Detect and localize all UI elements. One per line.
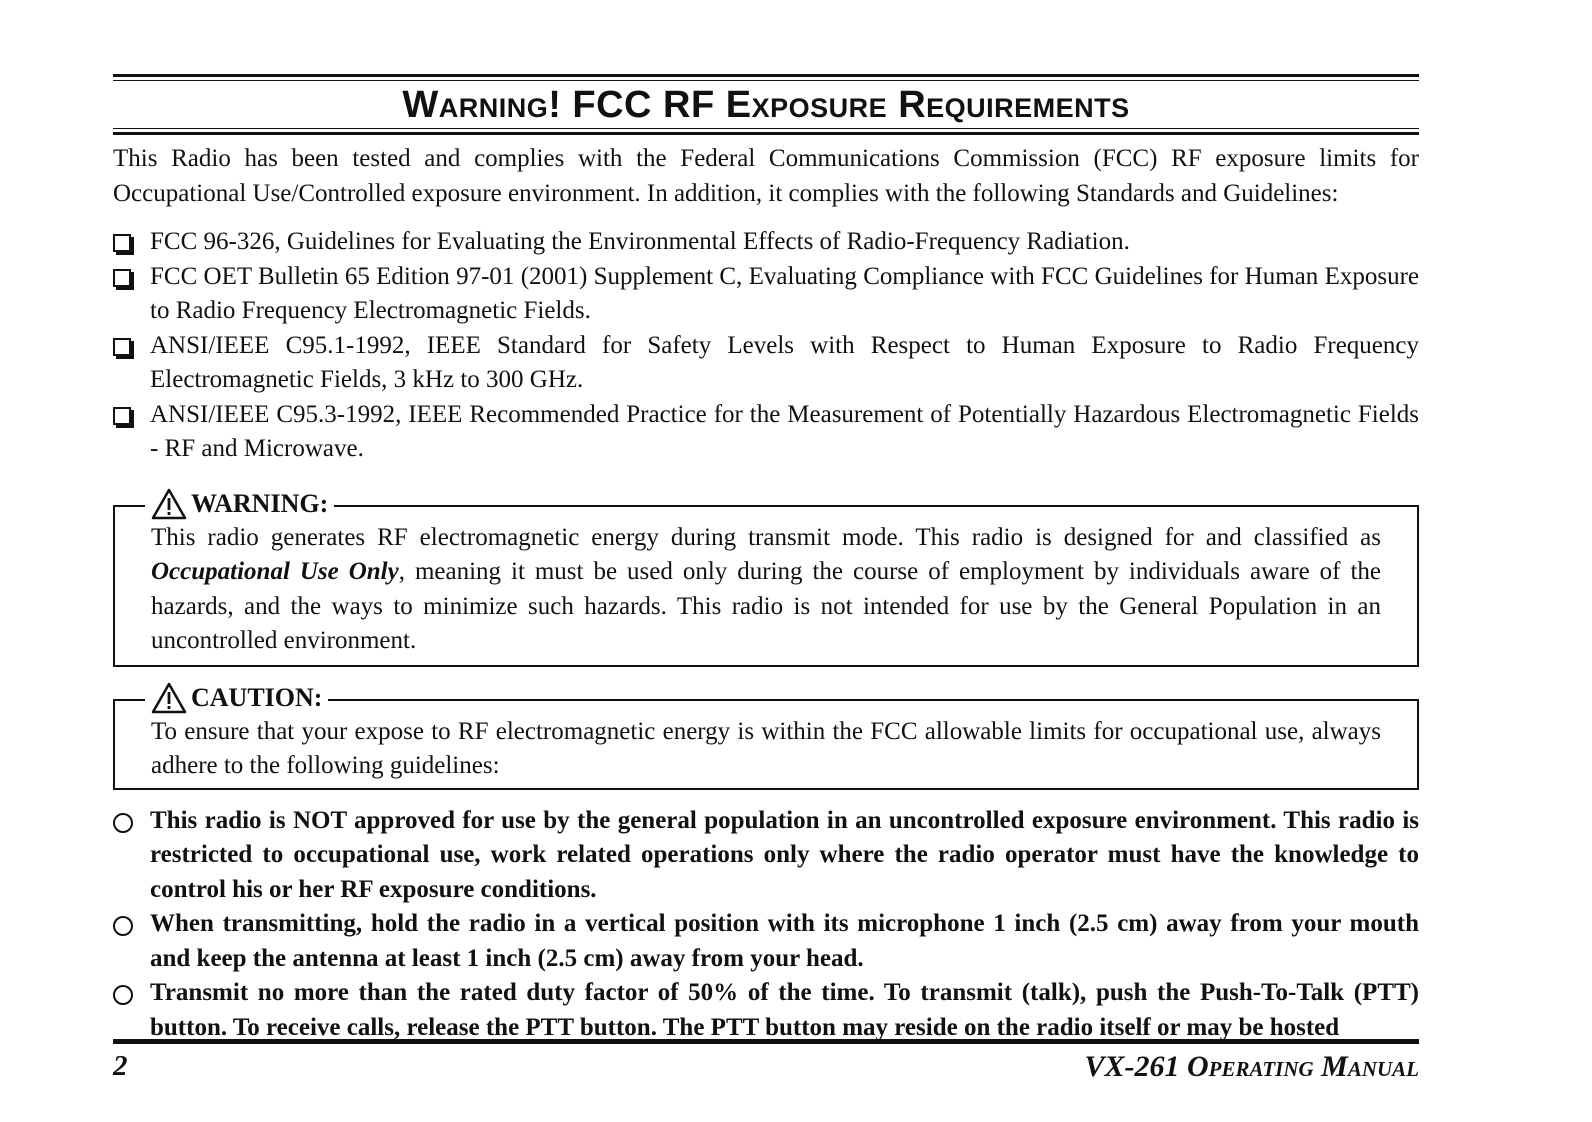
checkbox-bullet-icon — [113, 338, 131, 356]
caution-label: CAUTION: — [191, 682, 323, 712]
page-title: Warning! FCC RF Exposure Requirements — [402, 84, 1130, 126]
circle-bullet-icon — [113, 916, 133, 936]
caution-text: To ensure that your expose to RF electromagnetic energy is within the FCC allowable limits for occupational use, always adhere to the following guidelines: — [151, 717, 1381, 779]
footer-rule — [113, 1039, 1419, 1044]
warning-text-after: , meaning it must be used only during the course of employment by individuals aware of the hazards, and the ways to minimize such hazards. This radio is not intended for use by the General Population in an uncontrolled environment. — [151, 558, 1381, 654]
standards-list — [113, 225, 1419, 467]
page-number: 2 — [113, 1050, 128, 1082]
warning-text-before: This radio generates RF electromagnetic energy during transmit mode. This radio is designed for and classified as — [151, 523, 1381, 551]
title-rule-top — [113, 74, 1419, 77]
guideline-text: When transmitting, hold the radio in a vertical position with its microphone 1 inch (2.5 cm) away from your mouth and keep the antenna at least 1 inch (2.5 cm) away from your head. — [150, 910, 1419, 972]
warning-legend — [145, 486, 334, 522]
circle-bullet-icon — [113, 985, 133, 1005]
title-block — [113, 74, 1419, 135]
checkbox-bullet-icon — [113, 269, 131, 287]
standard-text: FCC 96-326, Guidelines for Evaluating the Environmental Effects of Radio-Frequency Radiation. — [150, 228, 1130, 255]
standard-item — [113, 398, 1419, 467]
warning-box — [113, 488, 1419, 667]
guideline-item — [113, 804, 1419, 908]
standard-item — [113, 329, 1419, 398]
circle-bullet-icon — [113, 813, 133, 833]
manual-page — [113, 74, 1419, 1045]
standard-item — [113, 260, 1419, 329]
intro-paragraph: This Radio has been tested and complies with the Federal Communications Commission (FCC) RF exposure limits for Occupational Use/Controlled exposure environment. In addition, it complies with the following Standards and Guidelines: — [113, 145, 1419, 207]
guideline-text: This radio is NOT approved for use by the general population in an uncontrolled exposure environment. This radio is restricted to occupational use, work related operations only where the radio operator must have the knowledge to control his or her RF exposure conditions. — [150, 806, 1419, 903]
guideline-item — [113, 907, 1419, 976]
guidelines-list — [113, 804, 1419, 1046]
caution-box — [113, 682, 1419, 790]
title-rule-top-thin — [113, 80, 1419, 81]
caution-triangle-icon — [151, 682, 187, 714]
title-rule-bottom — [113, 132, 1419, 135]
warning-emphasis: Occupational Use Only — [151, 558, 399, 585]
standard-text: ANSI/IEEE C95.3-1992, IEEE Recommended Practice for the Measurement of Potentially Hazardous Electromagnetic Fields - RF and Microwave. — [150, 400, 1419, 462]
warning-label: WARNING: — [191, 488, 329, 518]
warning-triangle-icon — [151, 488, 187, 520]
guideline-text: Transmit no more than the rated duty factor of 50% of the time. To transmit (talk), push the Push-To-Talk (PTT) button. To receive calls, release the PTT button. The PTT button may reside on the radio itself or may be hosted — [150, 979, 1419, 1041]
guideline-item — [113, 976, 1419, 1045]
standard-text: FCC OET Bulletin 65 Edition 97-01 (2001) Supplement C, Evaluating Compliance with FCC Guidelines for Human Exposure to Radio Frequency Electromagnetic Fields. — [150, 262, 1419, 324]
checkbox-bullet-icon — [113, 234, 131, 252]
checkbox-bullet-icon — [113, 407, 131, 425]
manual-title: VX-261 Operating Manual — [1084, 1050, 1419, 1083]
title-rule-bottom-thin — [113, 128, 1419, 129]
caution-legend — [145, 680, 328, 716]
standard-text: ANSI/IEEE C95.1-1992, IEEE Standard for Safety Levels with Respect to Human Exposure to Radio Frequency Electromagnetic Fields, 3 kHz to 300 GHz. — [150, 331, 1419, 393]
standard-item — [113, 225, 1419, 260]
